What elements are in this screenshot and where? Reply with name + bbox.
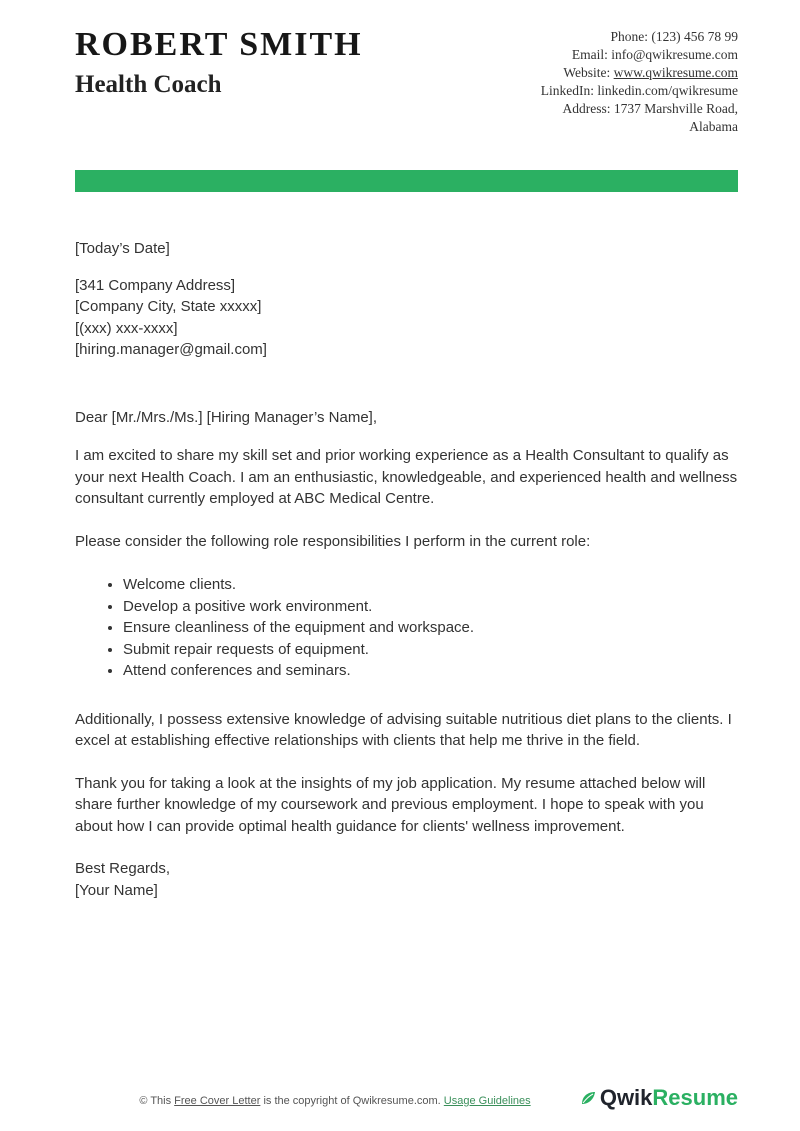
- contact-linkedin: [541, 82, 738, 100]
- company-address-line: [(xxx) xxx-xxxx]: [75, 319, 178, 337]
- header: [75, 26, 738, 136]
- responsibility-item: • Welcome clients.: [123, 574, 738, 596]
- person-role: Health Coach: [75, 71, 222, 99]
- copyright-prefix: © This: [139, 1095, 172, 1107]
- signature-placeholder: [Your Name]: [75, 881, 158, 899]
- phone-value: (123) 456 78 99: [651, 29, 738, 44]
- contact-email: [541, 46, 738, 64]
- website-label: Website:: [563, 65, 611, 80]
- closing-block: [75, 858, 738, 901]
- contact-block: [541, 26, 738, 136]
- accent-divider-bar: [75, 170, 738, 192]
- contact-website: [541, 64, 738, 82]
- copyright-line: [0, 1095, 670, 1107]
- logo-text-resume: Resume: [652, 1085, 738, 1110]
- paragraph-knowledge: Additionally, I possess extensive knowledge of advising suitable nutritious diet plans to the clients. I excel at establishing effective relationships with clients that help me thrive in the field.: [75, 710, 732, 749]
- closing-text: Best Regards,: [75, 860, 171, 877]
- paragraph-responsibilities-lead: Please consider the following role responsibilities I perform in the current role:: [75, 532, 591, 550]
- date-placeholder: [Today’s Date]: [75, 240, 170, 257]
- free-cover-letter-link[interactable]: Free Cover Letter: [174, 1095, 261, 1107]
- address-value-line1: 1737 Marshville Road,: [613, 101, 738, 116]
- usage-guidelines-link[interactable]: Usage Guidelines: [443, 1095, 531, 1107]
- letter-body: [75, 238, 738, 901]
- responsibilities-list: [75, 574, 738, 682]
- logo-text: [600, 1085, 738, 1111]
- company-address-block: [75, 275, 738, 361]
- responsibility-item: • Develop a positive work environment.: [123, 596, 738, 618]
- email-label: Email:: [571, 47, 608, 62]
- qwikresume-logo[interactable]: [580, 1085, 738, 1111]
- phone-label: Phone:: [610, 29, 648, 44]
- responsibility-item: • Submit repair requests of equipment.: [123, 639, 738, 661]
- address-label: Address:: [562, 101, 611, 116]
- linkedin-value: linkedin.com/qwikresume: [597, 83, 738, 98]
- logo-text-qwik: Qwik: [599, 1085, 653, 1110]
- company-address-line: [hiring.manager@gmail.com]: [75, 341, 267, 358]
- leaf-icon: [580, 1090, 596, 1106]
- website-link[interactable]: www.qwikresume.com: [613, 65, 738, 80]
- paragraph-intro: I am excited to share my skill set and prior working experience as a Health Consultant to qualify as your next Health Coach. I am an enthusiastic, knowledgeable, and experienced health and wellness consultant currently employed at ABC Medical Centre.: [75, 447, 738, 507]
- paragraph-thanks: Thank you for taking a look at the insights of my job application. My resume attached below will share further knowledge of my coursework and previous employment. I hope to speak with you about how I can provide optimal health guidance for clients' wellness improvement.: [75, 774, 706, 835]
- contact-address-line2: Alabama: [689, 119, 738, 134]
- responsibility-item: • Ensure cleanliness of the equipment and workspace.: [123, 617, 738, 639]
- company-address-line: [341 Company Address]: [75, 276, 236, 294]
- salutation: Dear [Mr./Mrs./Ms.] [Hiring Manager’s Name],: [75, 408, 378, 426]
- footer: [0, 1085, 800, 1121]
- copyright-middle: is the copyright of Qwikresume.com.: [263, 1095, 441, 1107]
- email-value: info@qwikresume.com: [611, 47, 738, 62]
- contact-address: [541, 100, 738, 118]
- person-name: ROBERT SMITH: [75, 26, 363, 63]
- responsibility-item: • Attend conferences and seminars.: [123, 660, 738, 682]
- linkedin-label: LinkedIn:: [540, 83, 595, 98]
- contact-phone: [541, 28, 738, 46]
- identity-block: [75, 26, 363, 99]
- company-address-line: [Company City, State xxxxx]: [75, 298, 262, 315]
